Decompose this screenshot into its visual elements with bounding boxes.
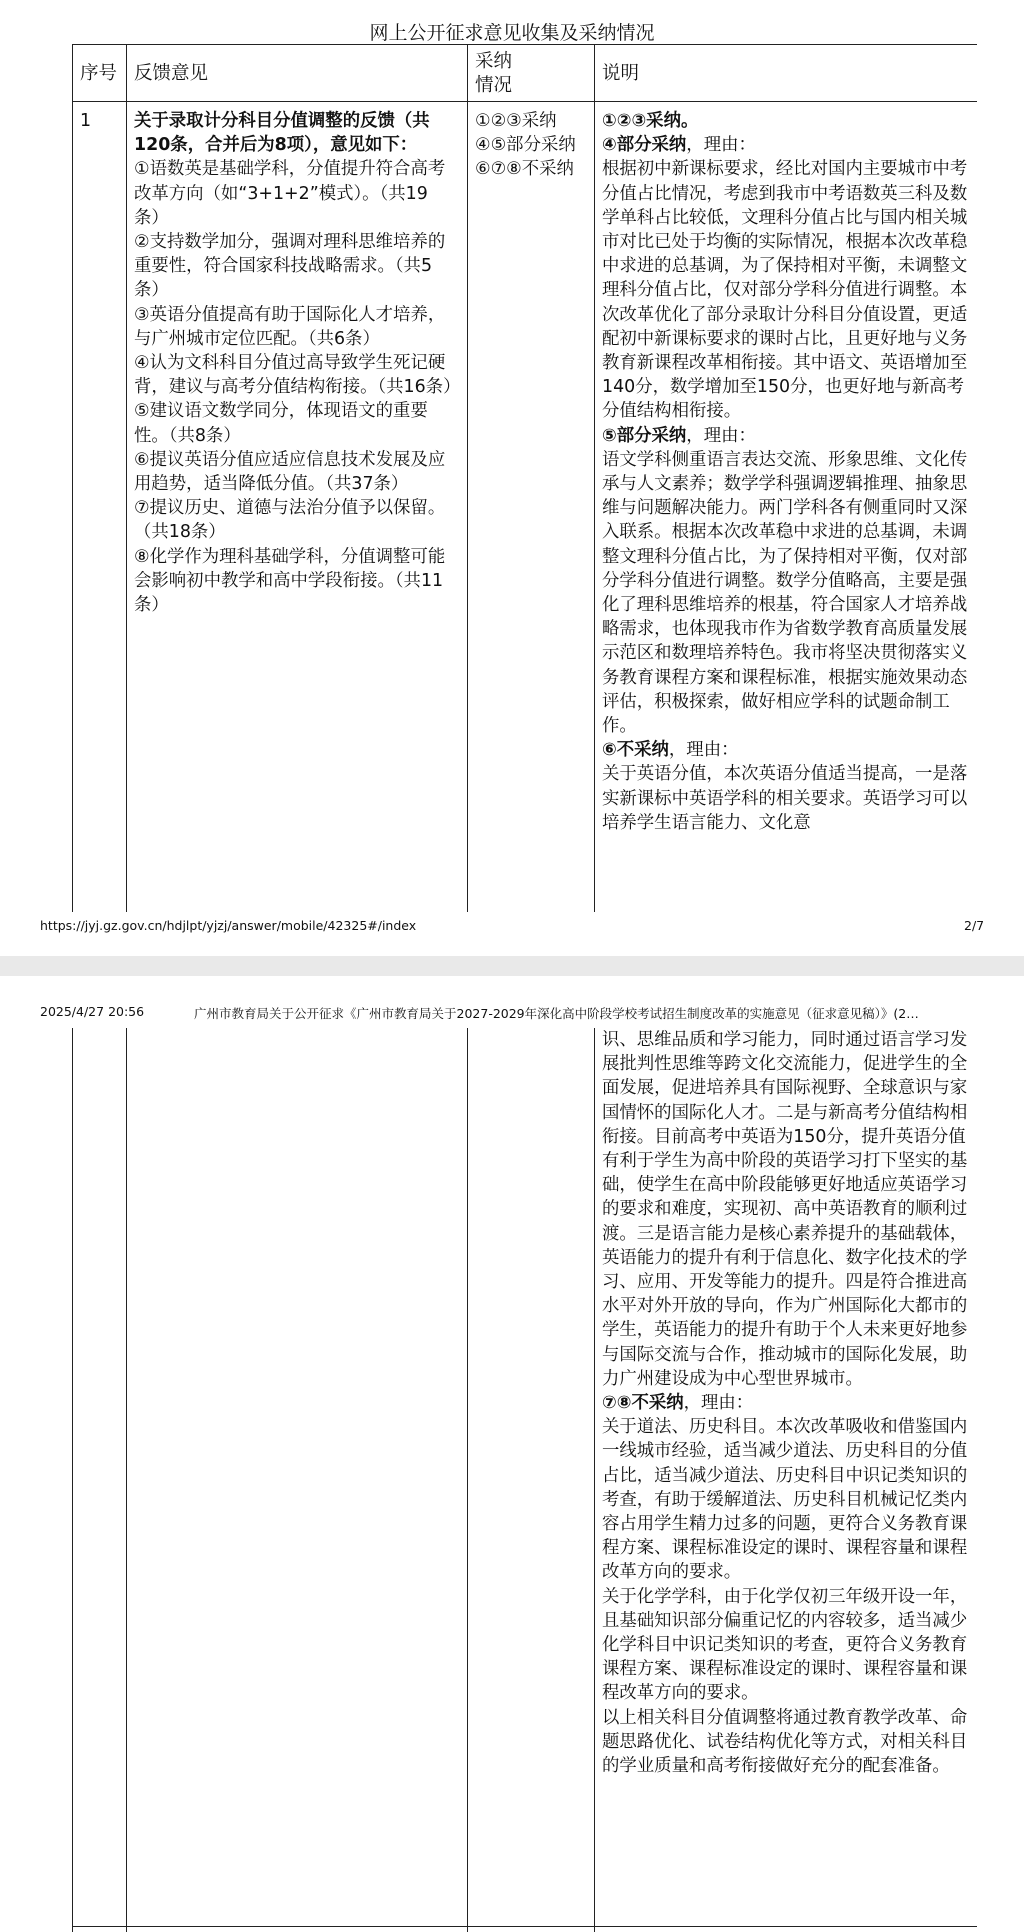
feedback-item: ②支持数学加分，强调对理科思维培养的重要性，符合国家科技战略需求。（共5条） bbox=[134, 232, 446, 301]
explain-suffix: ，理由： bbox=[686, 425, 756, 446]
feedback-title: 关于录取计分科目分值调整的反馈（共120条，合并后为8项），意见如下： bbox=[134, 111, 430, 156]
table-border-top bbox=[72, 44, 977, 45]
feedback-item: ⑧化学作为理科基础学科，分值调整可能会影响初中教学和高中学段衔接。（共11条） bbox=[134, 546, 446, 616]
adopt-line: ④⑤部分采纳 bbox=[475, 135, 576, 156]
explain-text: 根据初中新课标要求，经比对国内主要城市中考分值占比情况，考虑到我市中考语数英三科及数学单科占比较低，文理科分值占比与国内相关城市对比已处于均衡的实际情况，根据本次改革稳中求进的总基调，为了保持相对平衡，未调整文理科分值占比，仅对部分学科分值进行调整。本次改革优化了部分录取计分科目分值设置，更适配初中新课标要求的课时占比，且更好地与义务教育新课程改革相衔接。其中语文、英语增加至140分，数学增加至150分，也更好地与新高考分值结构相衔接。 bbox=[602, 159, 968, 422]
feedback-item: ④认为文科科目分值过高导致学生死记硬背，建议与高考分值结构衔接。（共16条） bbox=[134, 353, 461, 398]
explain-heading: ④部分采纳 bbox=[602, 135, 687, 156]
explain-heading: ⑥不采纳 bbox=[602, 740, 669, 761]
feedback-item: ③英语分值提高有助于国际化人才培养，与广州城市定位匹配。（共6条） bbox=[134, 304, 446, 349]
explain-text: 关于英语分值，本次英语分值适当提高，一是落实新课标中英语学科的相关要求。英语学习可以培养学生语言能力、文化意 bbox=[602, 764, 968, 833]
column-line bbox=[594, 1028, 595, 1932]
footer-url: https://jyj.gz.gov.cn/hdjlpt/yjzj/answer/mobile/42325#/index bbox=[40, 918, 417, 933]
explain-text: 语文学科侧重语言表达交流、形象思维、文化传承与人文素养；数学学科强调逻辑推理、抽象思维与问题解决能力。两门学科各有侧重同时又深入联系。根据本次改革稳中求进的总基调，未调整文理科分值占比，为了保持相对平衡，仅对部分学科分值进行调整。数学分值略高，主要是强化了理科思维培养的根基，符合国家人才培养战略需求，也体现我市作为省数学教育高质量发展示范区和数理培养特色。我市将坚决贯彻落实义务教育课程方案和课程标准，根据实施效果动态评估，积极探索，做好相应学科的试题命制工作。 bbox=[602, 449, 968, 737]
explain-heading: ①②③采纳。 bbox=[602, 111, 699, 131]
footer-page-number: 2/7 bbox=[964, 918, 985, 933]
row-number: 1 bbox=[80, 111, 92, 131]
column-line bbox=[126, 44, 127, 912]
feedback-item: ①语数英是基础学科，分值提升符合高考改革方向（如“3+1+2”模式）。（共19条） bbox=[134, 159, 446, 228]
column-line bbox=[467, 44, 468, 912]
print-date: 2025/4/27 20:56 bbox=[40, 1004, 145, 1019]
feedback-item: ⑤建议语文数学同分，体现语文的重要性。（共8条） bbox=[134, 401, 428, 446]
header-explain: 说明 bbox=[602, 63, 640, 84]
document-page-1 bbox=[0, 0, 1024, 956]
table-border-bottom bbox=[72, 1926, 977, 1927]
explain-text: 识、思维品质和学习能力，同时通过语言学习发展批判性思维等跨文化交流能力，促进学生的全面发展，促进培养具有国际视野、全球意识与家国情怀的国际化人才。二是与新高考分值结构相衔接。目前高考中英语为150分，提升英语分值有利于学生为高中阶段的英语学习打下坚实的基础，使学生在高中阶段能够更好地适应英语学习的要求和难度，实现初、高中英语教育的顺利过渡。三是语言能力是核心素养提升的基础载体，英语能力的提升有利于信息化、数字化技术的学习、应用、开发等能力的提升。四是符合推进高水平对外开放的导向，作为广州国际化大都市的学生，英语能力的提升有助于个人未来更好地参与国际交流与合作，推动城市的国际化发展，助力广州建设成为中心型世界城市。 bbox=[602, 1030, 968, 1389]
explain-heading: ⑤部分采纳 bbox=[602, 425, 687, 446]
explain-suffix: ，理由： bbox=[686, 135, 756, 156]
adopt-cell bbox=[475, 109, 587, 182]
explain-suffix: ，理由： bbox=[668, 740, 739, 761]
column-line bbox=[126, 1028, 127, 1932]
document-page-2 bbox=[0, 976, 1024, 1932]
header-no: 序号 bbox=[80, 63, 118, 84]
explain-cell bbox=[602, 109, 970, 835]
header-divider bbox=[72, 101, 977, 102]
feedback-cell bbox=[134, 109, 461, 617]
column-line bbox=[594, 44, 595, 912]
explain-heading: ⑦⑧不采纳 bbox=[602, 1393, 684, 1414]
table-title: 网上公开征求意见收集及采纳情况 bbox=[369, 22, 655, 44]
column-line bbox=[467, 1028, 468, 1932]
explain-cell-continued bbox=[602, 1028, 970, 1778]
header-feedback: 反馈意见 bbox=[134, 63, 209, 84]
explain-text: 关于化学学科，由于化学仅初三年级开设一年，且基础知识部分偏重记忆的内容较多，适当减少化学科目中识记类知识的考查，更符合义务教育课程方案、课程标准设定的课时、课程容量和课程改革方向的要求。 bbox=[602, 1586, 968, 1704]
column-line bbox=[72, 44, 73, 912]
print-header-title: 广州市教育局关于公开征求《广州市教育局关于2027-2029年深化高中阶段学校考试招生制度改革的实施意见（征求意见稿）》(2… bbox=[194, 1006, 919, 1021]
explain-text: 以上相关科目分值调整将通过教育教学改革、命题思路优化、试卷结构优化等方式，对相关科目的学业质量和高考衔接做好充分的配套准备。 bbox=[602, 1707, 968, 1777]
column-line bbox=[72, 1028, 73, 1932]
feedback-item: ⑥提议英语分值应适应信息技术发展及应用趋势，适当降低分值。（共37条） bbox=[134, 449, 446, 495]
explain-suffix: ，理由： bbox=[683, 1393, 754, 1414]
feedback-item: ⑦提议历史、道德与法治分值予以保留。（共18条） bbox=[134, 498, 446, 543]
adopt-line: ①②③采纳 bbox=[475, 111, 557, 131]
adopt-line: ⑥⑦⑧不采纳 bbox=[475, 159, 574, 180]
explain-text: 关于道法、历史科目。本次改革吸收和借鉴国内一线城市经验，适当减少道法、历史科目的分值占比，适当减少道法、历史科目中识记类知识的考查，有助于缓解道法、历史科目机械记忆类内容占用学生精力过多的问题，更符合义务教育课程方案、课程标准设定的课时、课程容量和课程改革方向的要求。 bbox=[602, 1417, 968, 1583]
header-adopt: 采纳 情况 bbox=[475, 51, 513, 96]
